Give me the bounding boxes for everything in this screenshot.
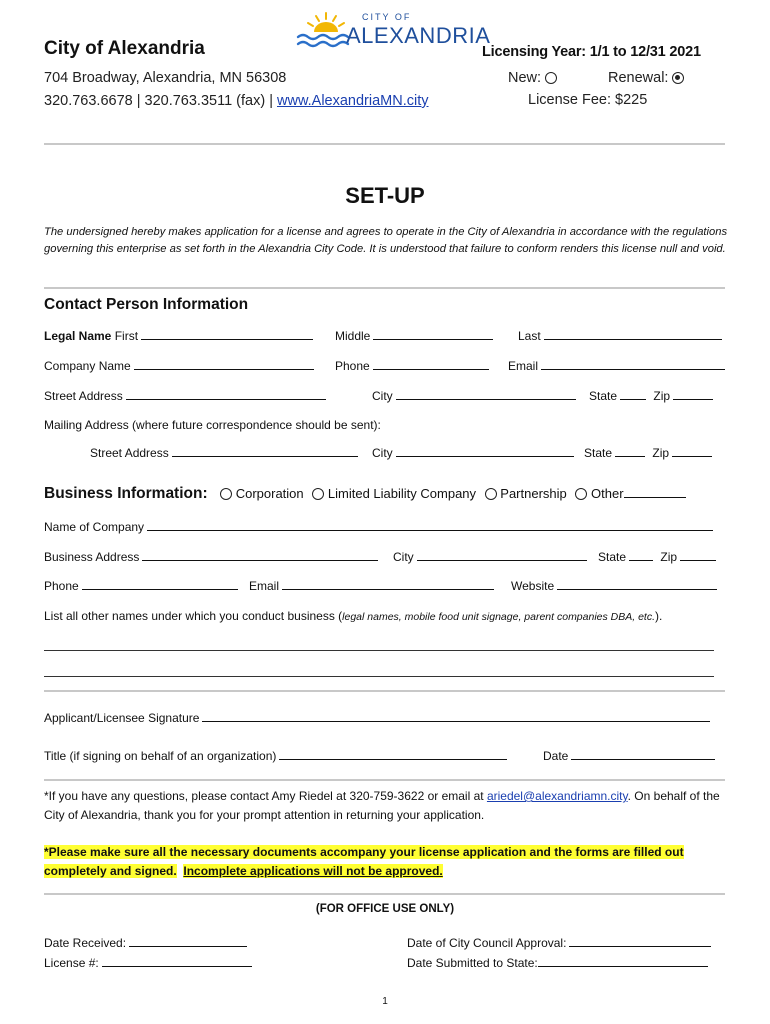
city-contact: [44, 93, 429, 109]
business-type-options: [220, 486, 685, 501]
business-phone-row: [44, 579, 238, 593]
license-fee: License Fee: $225: [528, 92, 648, 108]
corporation-radio[interactable]: [220, 488, 232, 500]
divider: [44, 287, 725, 289]
signer-title-label: Title (if signing on behalf of an organization): [44, 749, 277, 763]
license-number-label: License #:: [44, 956, 99, 970]
email-label: Email: [508, 359, 539, 373]
street-row: [44, 389, 326, 403]
other-names-line-1[interactable]: [44, 650, 714, 651]
city-name: City of Alexandria: [44, 38, 205, 59]
street-address-label: Street Address: [44, 389, 123, 403]
other-radio[interactable]: [575, 488, 587, 500]
business-name-field[interactable]: [147, 529, 713, 531]
questions-pre: *If you have any questions, please contact Amy Riedel at 320-759-3622 or email at: [44, 789, 487, 803]
phone-label: Phone: [335, 359, 370, 373]
business-name-label: Name of Company: [44, 520, 145, 534]
business-address-row: [44, 550, 378, 564]
mailing-zip-label: Zip: [652, 446, 670, 460]
council-approval-label: Date of City Council Approval:: [407, 936, 567, 950]
other-names-end: ).: [655, 609, 663, 623]
business-state-zip-row: [598, 550, 716, 564]
licensing-year: Licensing Year: 1/1 to 12/31 2021: [482, 44, 701, 60]
questions-note: [44, 787, 724, 825]
business-address-label: Business Address: [44, 550, 140, 564]
other-names-line-2[interactable]: [44, 676, 714, 677]
website-link[interactable]: www.AlexandriaMN.city: [277, 93, 429, 109]
business-website-field[interactable]: [557, 588, 717, 590]
middle-row: [335, 329, 493, 343]
warning-note: [44, 843, 724, 881]
business-state-field[interactable]: [629, 559, 653, 561]
logo-big-text: ALEXANDRIA: [346, 23, 491, 48]
warning-underlined: Incomplete applications will not be approved.: [183, 864, 443, 878]
business-heading-row: [44, 485, 686, 503]
renewal-radio[interactable]: [672, 72, 684, 84]
legal-name-row: [44, 329, 313, 343]
city-address: 704 Broadway, Alexandria, MN 56308: [44, 70, 287, 86]
mailing-street-field[interactable]: [172, 455, 358, 457]
business-name-row: [44, 520, 713, 534]
divider: [44, 143, 725, 145]
contact-email-field[interactable]: [541, 368, 725, 370]
signature-row: [44, 711, 710, 725]
other-names-label: List all other names under which you conduct business (: [44, 609, 343, 623]
last-label: Last: [518, 329, 541, 343]
city-row: [372, 389, 576, 403]
license-number-row: [44, 956, 252, 970]
intro-paragraph: The undersigned hereby makes application for a license and agrees to operate in the City of Alexandria in accordance with the regulations governing this enterprise as set forth in the Alexandria City Code. It is understood that failure to conform renders this license null and void.: [44, 226, 728, 255]
business-phone-label: Phone: [44, 579, 79, 593]
contact-phone-field[interactable]: [373, 368, 489, 370]
business-email-field[interactable]: [282, 588, 494, 590]
business-heading: Business Information:: [44, 485, 208, 502]
contact-heading: Contact Person Information: [44, 296, 249, 313]
logo-small-text: CITY OF: [362, 12, 412, 22]
business-email-label: Email: [249, 579, 280, 593]
contact-email-link[interactable]: ariedel@alexandriamn.city: [486, 789, 628, 803]
legal-name-label: Legal Name: [44, 329, 112, 343]
signature-field[interactable]: [202, 720, 710, 722]
mailing-city-label: City: [372, 446, 393, 460]
signer-title-field[interactable]: [279, 758, 507, 760]
divider: [44, 893, 725, 895]
submitted-state-row: [407, 956, 708, 970]
city-label: City: [372, 389, 393, 403]
partnership-label: Partnership: [500, 486, 567, 501]
business-state-label: State: [598, 550, 627, 564]
company-name-field[interactable]: [134, 368, 314, 370]
page-title: SET-UP: [345, 183, 425, 208]
date-received-field[interactable]: [129, 945, 247, 947]
new-option: [508, 70, 557, 86]
mailing-state-field[interactable]: [615, 455, 645, 457]
city-field[interactable]: [396, 398, 576, 400]
renewal-label: Renewal:: [608, 70, 669, 86]
company-name-label: Company Name: [44, 359, 131, 373]
corporation-label: Corporation: [235, 486, 304, 501]
mailing-city-field[interactable]: [396, 455, 574, 457]
renewal-option: [608, 70, 684, 86]
divider: [44, 690, 725, 692]
zip-label: Zip: [653, 389, 671, 403]
mailing-street-label: Street Address: [90, 446, 169, 460]
date-received-label: Date Received:: [44, 936, 127, 950]
license-number-field[interactable]: [102, 965, 252, 967]
mailing-state-label: State: [584, 446, 613, 460]
signer-title-row: [44, 749, 507, 763]
submitted-state-field[interactable]: [538, 965, 708, 967]
sign-date-label: Date: [543, 749, 569, 763]
mailing-street-row: [90, 446, 358, 460]
business-email-row: [249, 579, 494, 593]
middle-name-field[interactable]: [373, 338, 493, 340]
business-zip-label: Zip: [660, 550, 678, 564]
mailing-state-zip-row: [584, 446, 712, 460]
phone-fax-text: 320.763.6678 | 320.763.3511 (fax) |: [44, 93, 277, 109]
llc-radio[interactable]: [312, 488, 324, 500]
new-radio[interactable]: [545, 72, 557, 84]
divider: [44, 779, 725, 781]
mailing-zip-field[interactable]: [672, 455, 712, 457]
contact-phone-row: [335, 359, 489, 373]
business-city-label: City: [393, 550, 414, 564]
other-field[interactable]: [624, 496, 686, 498]
state-zip-row: [589, 389, 713, 403]
date-received-row: [44, 936, 247, 950]
questions-post: . On behalf of the City of Alexandria, thank you for your prompt attention in returning your application.: [44, 789, 720, 822]
other-label: Other: [591, 486, 624, 501]
other-names-row: [44, 609, 662, 623]
street-address-field[interactable]: [126, 398, 326, 400]
alexandria-logo: [296, 10, 491, 54]
new-label: New:: [508, 70, 542, 86]
first-name-field[interactable]: [141, 338, 313, 340]
sign-date-field[interactable]: [571, 758, 715, 760]
business-website-row: [511, 579, 717, 593]
mailing-label: Mailing Address (where future correspondence should be sent):: [44, 418, 381, 432]
council-approval-field[interactable]: [569, 945, 711, 947]
state-label: State: [589, 389, 618, 403]
warning-text: *Please make sure all the necessary documents accompany your license application and the forms are filled out completely and signed.: [44, 845, 684, 878]
zip-field[interactable]: [673, 398, 713, 400]
contact-email-row: [508, 359, 725, 373]
office-use-heading: (FOR OFFICE USE ONLY): [315, 903, 455, 915]
council-approval-row: [407, 936, 711, 950]
middle-label: Middle: [335, 329, 371, 343]
mailing-city-row: [372, 446, 574, 460]
company-row: [44, 359, 314, 373]
signature-label: Applicant/Licensee Signature: [44, 711, 200, 725]
business-address-field[interactable]: [142, 559, 378, 561]
business-city-field[interactable]: [417, 559, 587, 561]
page-number: 1: [382, 996, 388, 1007]
other-names-hint: legal names, mobile food unit signage, parent companies DBA, etc.: [342, 611, 656, 623]
business-zip-field[interactable]: [680, 559, 716, 561]
last-name-field[interactable]: [544, 338, 722, 340]
state-field[interactable]: [620, 398, 646, 400]
llc-label: Limited Liability Company: [327, 486, 477, 501]
submitted-state-label: Date Submitted to State:: [407, 956, 538, 970]
partnership-radio[interactable]: [485, 488, 497, 500]
business-website-label: Website: [511, 579, 555, 593]
last-row: [518, 329, 722, 343]
first-label: First: [114, 329, 139, 343]
business-phone-field[interactable]: [82, 588, 238, 590]
sign-date-row: [543, 749, 715, 763]
business-city-row: [393, 550, 587, 564]
